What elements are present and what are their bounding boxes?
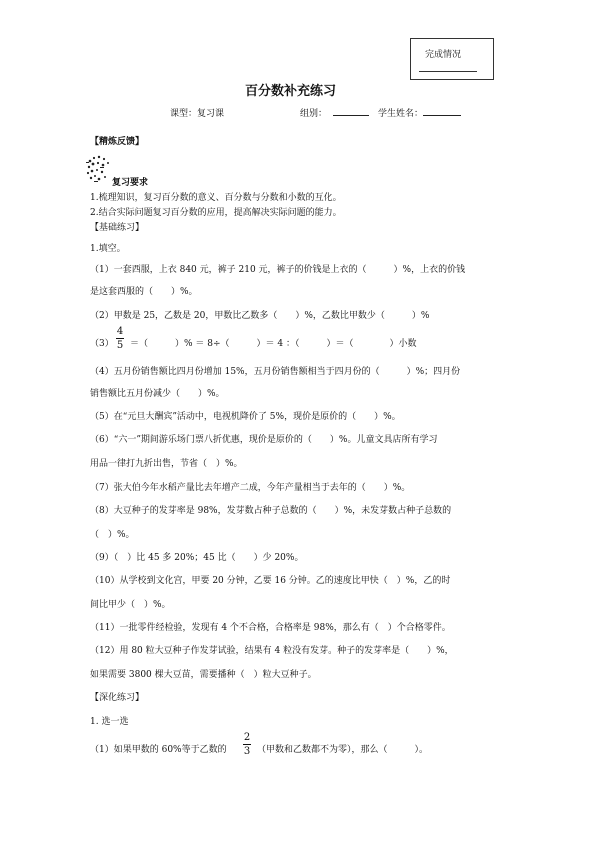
student-name-blank[interactable] [423, 106, 461, 116]
question-3-fraction [116, 326, 124, 351]
question-5: （5）在“元旦大酬宾”活动中，电视机降价了 5%，现价是原价的（ ）%。 [90, 412, 401, 422]
requirement-1: 1.梳理知识，复习百分数的意义、百分数与分数和小数的互化。 [90, 193, 342, 203]
question-8-line-1: （8）大豆种子的发芽率是 98%，发芽数占种子总数的（ ）%，未发芽数占种子总数的 [90, 506, 452, 516]
student-name-field[interactable] [378, 106, 461, 119]
fraction-bar [116, 338, 124, 339]
course-type: 课型：复习课 [170, 109, 225, 119]
question-10-line-2: 间比甲少（ ）%。 [90, 600, 171, 610]
section-deep: 【深化练习】 [90, 693, 145, 703]
group-blank[interactable] [333, 106, 369, 116]
question-12-line-2: 如果需要 3800 棵大豆苗，需要播种（ ）粒大豆种子。 [90, 670, 317, 680]
deep-question-1-fraction [243, 732, 251, 757]
review-requirements-heading: 复习要求 [112, 178, 149, 188]
group-label: 组别： [300, 109, 328, 119]
completion-status-line[interactable] [419, 71, 477, 72]
question-4-line-2: 销售额比五月份减少（ ）%。 [90, 389, 225, 399]
fraction-denominator: 3 [243, 746, 251, 757]
deep-question-1-prefix: （1）如果甲数的 60%等于乙数的 [90, 745, 227, 755]
student-name-label: 学生姓名： [378, 109, 424, 119]
page-title: 百分数补充练习 [245, 84, 337, 99]
requirement-2: 2.结合实际问题复习百分数的应用，提高解决实际问题的能力。 [90, 208, 342, 218]
section-feedback: 【精炼反馈】 [90, 137, 145, 147]
fraction-denominator: 5 [116, 340, 124, 351]
question-11: （11）一批零件经检验，发现有 4 个不合格，合格率是 98%，那么有（ ）个合格零件。 [90, 623, 451, 633]
completion-status-label: 完成情况 [425, 50, 462, 60]
fraction-bar [243, 744, 251, 745]
group-field[interactable] [300, 106, 369, 119]
deep-question-1-suffix: （甲数和乙数都不为零），那么（ ）。 [257, 745, 429, 755]
question-3-rest: ＝（ ）% ＝ 8÷（ ）＝ 4 ：（ ）＝（ ）小数 [130, 339, 417, 349]
question-8-line-2: （ ）%。 [90, 530, 135, 540]
question-1-line-2: 是这套西服的（ ）%。 [90, 287, 198, 297]
question-2: （2）甲数是 25，乙数是 20，甲数比乙数多（ ）%，乙数比甲数少（ ）% [90, 311, 430, 321]
question-3-prefix: （3） [90, 339, 114, 349]
completion-status-box [410, 38, 494, 80]
question-10-line-1: （10）从学校到文化宫，甲要 20 分钟，乙要 16 分钟。乙的速度比甲快（ ）%，乙的时 [90, 576, 451, 586]
choose-heading: 1. 选一选 [90, 717, 129, 727]
question-4-line-1: （4）五月份销售额比四月份增加 15%，五月份销售额相当于四月份的（ ）%；四月份 [90, 367, 461, 377]
fraction-numerator: 2 [243, 732, 251, 743]
question-6-line-2: 用品一律打九折出售，节省（ ）%。 [90, 459, 243, 469]
question-9: （9）（ ）比 45 多 20%；45 比（ ）少 20%。 [90, 553, 304, 563]
fraction-numerator: 4 [116, 326, 124, 337]
question-6-line-1: （6）“六一”期间游乐场门票八折优惠，现价是原价的（ ）%。儿童文具店所有学习 [90, 435, 438, 445]
section-basic: 【基础练习】 [90, 223, 145, 233]
question-1-line-1: （1）一套西服，上衣 840 元，裤子 210 元，裤子的价钱是上衣的（ ）%，上衣的价钱 [90, 265, 466, 275]
question-12-line-1: （12）用 80 粒大豆种子作发芽试验，结果有 4 粒没有发芽。种子的发芽率是（ ）%， [90, 646, 454, 656]
fill-in-heading: 1.填空。 [90, 244, 126, 254]
question-7: （7）张大伯今年水稻产量比去年增产二成，今年产量相当于去年的（ ）%。 [90, 483, 411, 493]
